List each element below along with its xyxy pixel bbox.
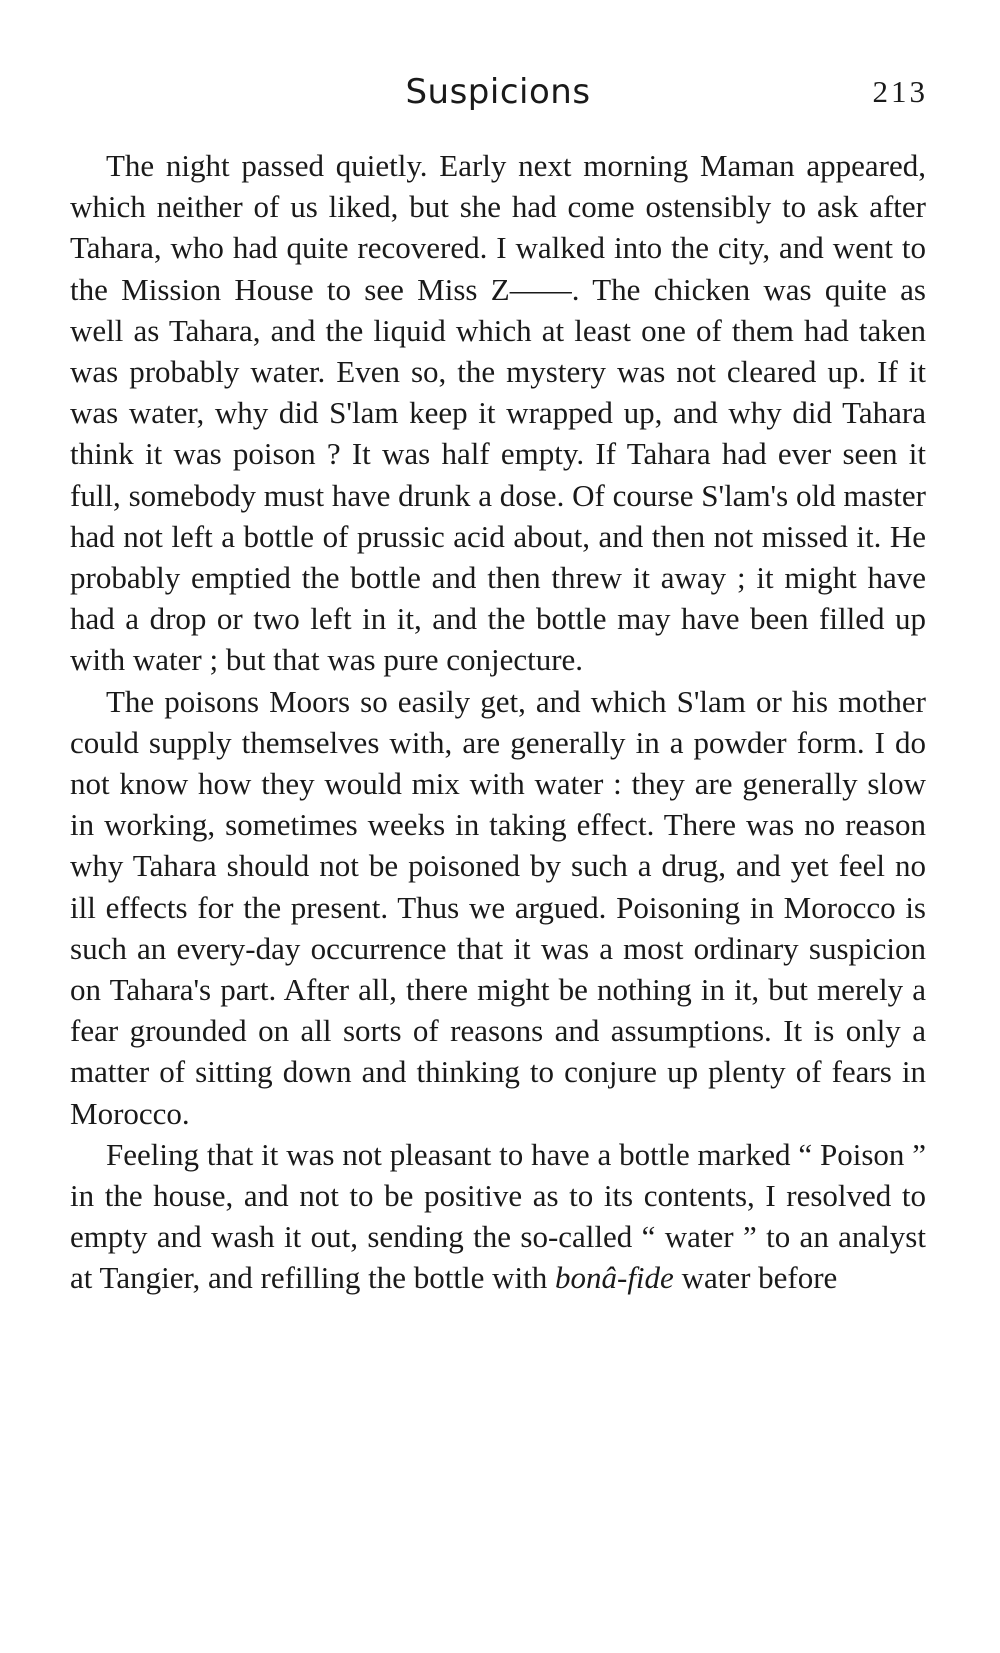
- body-text: [70, 145, 926, 1299]
- running-title: Suspicions: [405, 72, 591, 112]
- paragraph-3-italic-term: bonâ-fide: [555, 1260, 674, 1296]
- paragraph-1: The night passed quietly. Early next morning Maman appeared, which neither of us liked, but she had come ostensibly to ask after Tahara, who had quite recovered. I walked into the city, and went to the Mission House to see Miss Z——. The chicken was quite as well as Tahara, and the liquid which at least one of them had taken was probably water. Even so, the mystery was not cleared up. If it was water, why did S'lam keep it wrapped up, and why did Tahara think it was poison ? It was half empty. If Tahara had ever seen it full, somebody must have drunk a dose. Of course S'lam's old master had not left a bottle of prussic acid about, and then not missed it. He probably emptied the bottle and then threw it away ; it might have had a drop or two left in it, and the bottle may have been filled up with water ; but that was pure conjecture.: [70, 148, 926, 678]
- page-header: [68, 66, 928, 118]
- paragraph-3-text-before: Feeling that it was not pleasant to have a bottle marked “ Poison ” in the house, and not to be positive as to its contents, I resolved to empty and wash it out, sending the so-called “ water ” to an analyst at Tangier, and refilling the bottle with: [70, 1136, 926, 1296]
- paragraph-2: The poisons Moors so easily get, and which S'lam or his mother could supply themselves with, are generally in a powder form. I do not know how they would mix with water : they are generally slow in working, sometimes weeks in taking effect. There was no reason why Tahara should not be poisoned by such a drug, and yet feel no ill effects for the present. Thus we argued. Poisoning in Morocco is such an every-day occurrence that it was a most ordinary suspicion on Tahara's part. After all, there might be nothing in it, but merely a fear grounded on all sorts of reasons and assumptions. It is only a matter of sitting down and thinking to conjure up plenty of fears in Morocco.: [70, 683, 926, 1131]
- paragraph-3-text-after: water before: [673, 1260, 838, 1296]
- paragraph-3: [70, 1134, 926, 1299]
- page-number: 213: [872, 74, 928, 109]
